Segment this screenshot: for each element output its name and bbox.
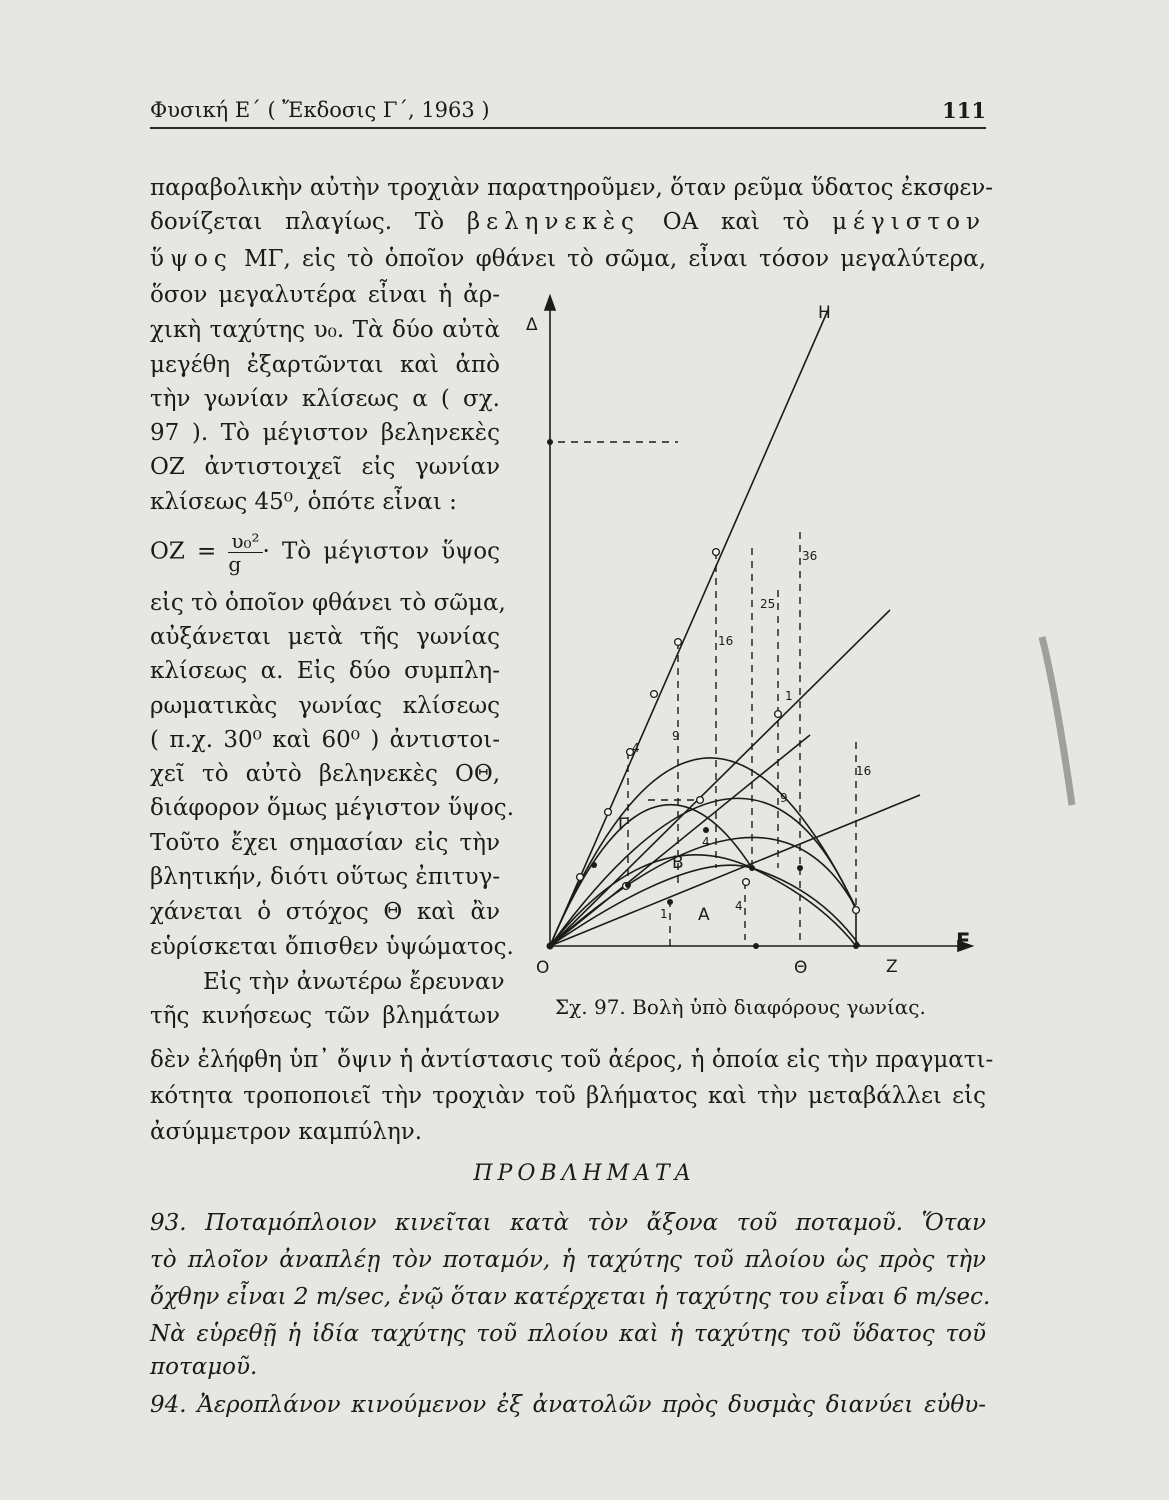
trajectory-point xyxy=(853,907,860,914)
delta-point xyxy=(547,439,553,445)
body-line: μεγέθη ἐξαρτῶνται καὶ ἀπὸ xyxy=(150,352,500,378)
page-number: 111 xyxy=(942,98,986,123)
body-line xyxy=(150,244,986,274)
body-line: τὴν γωνίαν κλίσεως α ( σχ. xyxy=(150,386,500,412)
formula-denominator: g xyxy=(228,552,242,576)
trajectory-point xyxy=(797,865,803,871)
trajectory-point xyxy=(591,862,597,868)
trajectory-point xyxy=(651,691,658,698)
segment-number: 4 xyxy=(735,899,743,913)
formula-rest: · Τὸ μέγιστον ὕψος xyxy=(262,538,501,565)
body-line: ἀσύμμετρον καμπύλην. xyxy=(150,1119,423,1145)
label-theta: Θ xyxy=(794,958,808,978)
label-zeta: Ζ xyxy=(886,957,898,977)
body-line: ΟΖ ἀντιστοιχεῖ εἰς γωνίαν xyxy=(150,454,500,480)
body-line: βλητικήν, διότι οὕτως ἐπιτυγ- xyxy=(150,864,501,890)
body-line: κλίσεως α. Εἰς δύο συμπλη- xyxy=(150,658,500,684)
trajectory-point xyxy=(749,865,755,871)
segment-number: 1 xyxy=(660,907,668,921)
trajectory-point xyxy=(675,639,682,646)
label-origin: Ο xyxy=(536,958,550,978)
projectile-figure xyxy=(520,290,990,990)
body-line: Τοῦτο ἔχει σημασίαν εἰς τὴν xyxy=(150,830,500,856)
segment-number: 36 xyxy=(802,549,818,563)
trajectory-point xyxy=(667,899,673,905)
segment-number: 9 xyxy=(780,791,788,805)
launch-line-45 xyxy=(550,610,890,946)
label-eta: Η xyxy=(818,303,831,323)
label-epsilon: Ε xyxy=(956,929,971,953)
trajectory-point xyxy=(775,711,782,718)
segment-number: 4 xyxy=(632,741,640,755)
pencil-mark xyxy=(1038,633,1080,813)
formula-fraction xyxy=(228,530,262,575)
body-line: τῆς κινήσεως τῶν βλημάτων xyxy=(150,1003,500,1029)
body-line: χεῖ τὸ αὐτὸ βεληνεκὲς ΟΘ, xyxy=(150,761,500,787)
projectile-diagram xyxy=(520,290,990,990)
body-line: Εἰς τὴν ἀνωτέρω ἔρευναν xyxy=(203,969,505,995)
body-line xyxy=(150,207,986,237)
label-beta: Β xyxy=(672,853,684,873)
formula-lhs: ΟΖ = xyxy=(150,538,229,565)
segment-number: 16 xyxy=(718,634,734,648)
problem-line: Νὰ εὑρεθῇ ἡ ἰδία ταχύτης τοῦ πλοίου καὶ ἡ ταχύτης τοῦ ὕδατος τοῦ xyxy=(150,1321,986,1347)
body-text: δονίζεται πλαγίως. Τὸ xyxy=(150,209,445,235)
label-delta: Δ xyxy=(526,315,538,335)
segment-number: 16 xyxy=(856,764,872,778)
body-line: ὅσον μεγαλυτέρα εἶναι ἡ ἀρ- xyxy=(150,282,500,308)
spaced-term: βεληνεκὲς xyxy=(466,209,640,235)
body-line: 97 ). Τὸ μέγιστον βεληνεκὲς xyxy=(150,420,500,446)
body-line: διάφορον ὅμως μέγιστον ὕψος. xyxy=(150,795,515,821)
formula-numerator: υ₀² xyxy=(228,530,262,553)
label-alpha: Α xyxy=(698,905,710,925)
body-line: δὲν ἐλήφθη ὑπ᾿ ὄψιν ἡ ἀντίστασις τοῦ ἀέρος, ἡ ὁποία εἰς τὴν πραγματι- xyxy=(150,1047,994,1073)
body-line: αὐξάνεται μετὰ τῆς γωνίας xyxy=(150,624,500,650)
trajectory-point xyxy=(697,797,704,804)
launch-line-mid xyxy=(550,735,810,946)
segment-number: 1 xyxy=(785,689,793,703)
body-text: ΟΑ καὶ τὸ xyxy=(662,209,810,235)
trajectory-point xyxy=(605,809,612,816)
body-line: ( π.χ. 30⁰ καὶ 60⁰ ) ἀντιστοι- xyxy=(150,727,500,753)
body-line: χικὴ ταχύτης υ₀. Τὰ δύο αὐτὰ xyxy=(150,317,500,343)
trajectory-point xyxy=(743,879,750,886)
figure-caption: Σχ. 97. Βολὴ ὑπὸ διαφόρους γωνίας. xyxy=(555,995,926,1019)
trajectory-point xyxy=(713,549,720,556)
formula-line xyxy=(150,530,500,575)
origin-point xyxy=(547,943,554,950)
trajectory-point xyxy=(577,874,584,881)
envelope-tail xyxy=(752,868,856,946)
zeta-point xyxy=(853,943,859,949)
label-gamma: Γ xyxy=(618,815,628,835)
header-rule xyxy=(150,127,986,129)
trajectory-point xyxy=(625,882,631,888)
trajectory-point xyxy=(703,827,709,833)
body-line: κλίσεως 45⁰, ὁπότε εἶναι : xyxy=(150,489,457,515)
body-text: ΜΓ, εἰς τὸ ὁποῖον φθάνει τὸ σῶμα, εἶναι τόσον μεγαλύτερα, xyxy=(243,246,987,272)
body-line: κότητα τροποποιεῖ τὴν τροχιὰν τοῦ βλήματος καὶ τὴν μεταβάλλει εἰς xyxy=(150,1083,986,1109)
vertical-axis-arrow-icon xyxy=(545,296,555,310)
trajectory-curve-30 xyxy=(550,855,752,946)
body-line: χάνεται ὁ στόχος Θ καὶ ἂν xyxy=(150,899,500,925)
body-line: ρωματικὰς γωνίας κλίσεως xyxy=(150,693,500,719)
spaced-term: μέγιστον xyxy=(832,209,986,235)
body-line: εἰς τὸ ὁποῖον φθάνει τὸ σῶμα, xyxy=(150,590,506,616)
segment-number: 25 xyxy=(760,597,776,611)
launch-line-steep xyxy=(550,310,828,946)
segment-number: 4 xyxy=(702,835,710,849)
problem-line: τὸ πλοῖον ἀναπλέῃ τὸν ποταμόν, ἡ ταχύτης τοῦ πλοίου ὡς πρὸς τὴν xyxy=(150,1247,986,1273)
problem-line: 93. Ποταμόπλοιον κινεῖται κατὰ τὸν ἄξονα τοῦ ποταμοῦ. Ὅταν xyxy=(150,1210,986,1236)
problem-line: ὄχθην εἶναι 2 m/sec, ἐνῷ ὅταν κατέρχεται ἡ ταχύτης του εἶναι 6 m/sec. xyxy=(150,1284,991,1310)
problem-line: ποταμοῦ. xyxy=(150,1354,258,1380)
segment-number: 9 xyxy=(672,729,680,743)
spaced-term: ὕψος xyxy=(150,246,233,272)
problem-line: 94. Ἀεροπλάνον κινούμενον ἐξ ἀνατολῶν πρὸς δυσμὰς διανύει εὐθυ- xyxy=(150,1392,986,1418)
theta-point xyxy=(753,943,759,949)
body-line: παραβολικὴν αὐτὴν τροχιὰν παρατηροῦμεν, ὅταν ρεῦμα ὕδατος ἐκσφεν- xyxy=(150,175,994,201)
body-line: εὑρίσκεται ὄπισθεν ὑψώματος. xyxy=(150,934,514,960)
section-title: ΠΡΟΒΛΗΜΑΤΑ xyxy=(473,1161,696,1186)
book-title: Φυσική Ε΄ ( Ἔκδοσις Γ΄, 1963 ) xyxy=(150,98,490,122)
